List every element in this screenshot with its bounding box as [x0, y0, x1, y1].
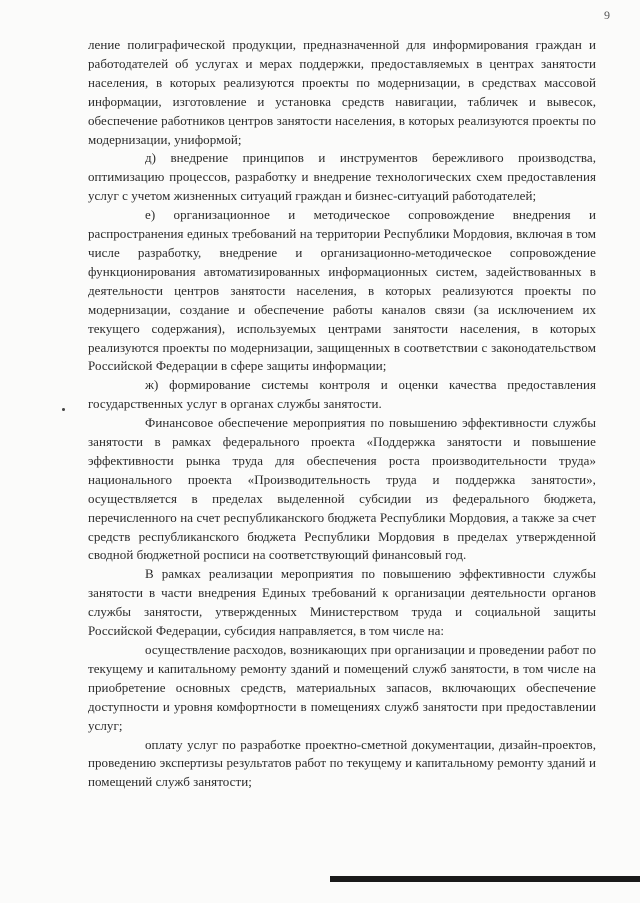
paragraph-financing: Финансовое обеспечение мероприятия по повышению эффективности службы занятости в рамках федерального проекта «Поддержка занятости и повышение эффективности рынка труда для обеспечения роста производительности труда» национального проекта «Производительность труда и поддержка занятости», осуществляется в пределах выделенной субсидии из федерального бюджета, перечисленного на счет республиканского бюджета Республики Мордовия, а также за счет средств республиканского бюджета Республики Мордовия в пределах утвержденной сводной бюджетной росписи на соответствующий финансовый год. [88, 415, 596, 563]
scan-bottom-edge [330, 876, 640, 882]
paragraph-item-e: е) организационное и методическое сопровождение внедрения и распространения единых требований на территории Республики Мордовия, включая в том числе разработку, внедрение и организационно-методическое сопровождение функционирования автоматизированных информационных систем, задействованных в деятельности центров занятости населения, в которых реализуются проекты по модернизации, создание и обеспечение работы каналов связи (за исключением их текущего содержания), используемых центрами занятости населения, в которых реализуются проекты по модернизации, защищенных в соответствии с законодательством Российской Федерации в сфере защиты информации; [88, 207, 596, 374]
paragraph-repair-expenses: осуществление расходов, возникающих при организации и проведении работ по текущему и капитальному ремонту зданий и помещений служб занятости, в том числе на приобретение основных средств, материальных запасов, включающих обеспечение доступности и уровня комфортности в помещениях служб занятости при предоставлении услуг; [88, 642, 596, 733]
page-number: 9 [604, 8, 610, 22]
paragraph-design-services: оплату услуг по разработке проектно-сметной документации, дизайн-проектов, проведению экспертизы результатов работ по текущему и капитальному ремонту зданий и помещений служб занятости; [88, 736, 596, 790]
scan-speck [62, 408, 65, 411]
paragraph-item-d: д) внедрение принципов и инструментов бережливого производства, оптимизацию процессов, разработку и внедрение технологических схем предоставления услуг с учетом жизненных ситуаций граждан и бизнес-ситуаций работодателей; [88, 150, 596, 204]
paragraph-subsidy-intro: В рамках реализации мероприятия по повышению эффективности службы занятости в части внедрения Единых требований к организации деятельности органов службы занятости, утвержденных Министерством труда и социальной защиты Российской Федерации, субсидия направляется, в том числе на: [88, 566, 596, 639]
paragraph-continuation: ление полиграфической продукции, предназначенной для информирования граждан и работодателей об услугах и мерах поддержки, предоставляемых в центрах занятости населения, в которых реализуются проекты по модернизации, в средствах массовой информации, изготовление и установка средств навигации, табличек и вывесок, обеспечение работников центров занятости населения, в которых реализуются проекты по модернизации, униформой; [88, 37, 596, 147]
paragraph-item-zh: ж) формирование системы контроля и оценки качества предоставления государственных услуг в органах службы занятости. [88, 377, 596, 412]
document-body [88, 36, 596, 792]
